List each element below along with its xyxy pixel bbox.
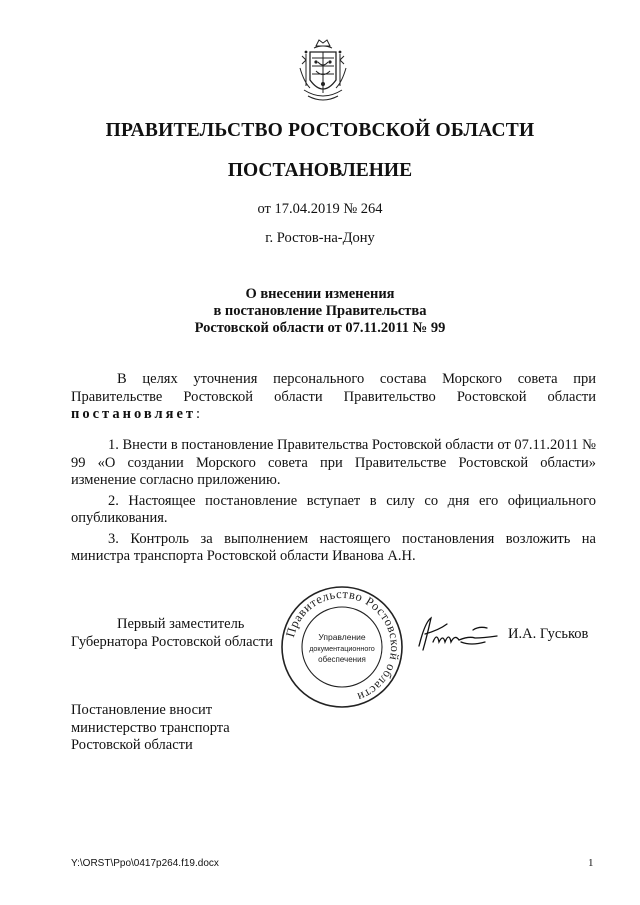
submitted-by-block — [71, 702, 230, 755]
resolution-item: 3. Контроль за выполнением настоящего постановления возложить на министра транспорта Ростовской области Иванова А.Н. — [71, 530, 596, 564]
subject-line: в постановление Правительства — [213, 303, 427, 319]
resolves-colon: : — [196, 406, 201, 422]
resolution-items — [71, 437, 596, 569]
signatory-title — [71, 616, 291, 651]
official-stamp — [279, 584, 405, 710]
submitted-by-line: Ростовской области — [71, 737, 193, 753]
signatory-name: И.А. Гуськов — [508, 626, 589, 642]
resolution-item: 1. Внести в постановление Правительства Ростовской области от 07.11.2011 № 99 «О создании Морского совета при Правительстве Ростовской области» изменение согласно приложению. — [71, 437, 596, 488]
preamble-paragraph — [71, 371, 596, 424]
submitted-by-line: министерство транспорта — [71, 719, 230, 736]
document-subject — [0, 286, 640, 337]
stamp-center-line: документационного — [309, 644, 375, 653]
footer-file-path: Y:\ORST\Ppo\0417p264.f19.docx — [71, 858, 219, 869]
coat-of-arms-icon — [296, 38, 350, 108]
signatory-title-line: Губернатора Ростовской области — [71, 633, 274, 650]
document-type-heading: ПОСТАНОВЛЕНИЕ — [227, 160, 413, 181]
stamp-center-line: обеспечения — [318, 655, 366, 664]
organization-title: ПРАВИТЕЛЬСТВО РОСТОВСКОЙ ОБЛАСТИ — [105, 120, 535, 141]
page-number: 1 — [588, 857, 594, 869]
signatory-title-line: Первый заместитель — [117, 616, 245, 632]
stamp-center-line: Управление — [318, 632, 366, 642]
subject-line: Ростовской области от 07.11.2011 № 99 — [194, 320, 446, 336]
stamp-ring-text: Правительство Ростовской области — [283, 586, 403, 705]
resolution-item: 2. Настоящее постановление вступает в силу со дня его официального опубликования. — [71, 492, 596, 526]
preamble-text: В целях уточнения персонального состава Морского совета при Правительстве Ростовской области Правительство Ростовской области — [71, 371, 596, 405]
handwritten-signature — [413, 612, 503, 656]
submitted-by-line: Постановление вносит — [71, 702, 213, 718]
resolves-word: постановляет — [71, 406, 197, 422]
subject-line: О внесении изменения — [245, 286, 395, 302]
date-and-number: от 17.04.2019 № 264 — [257, 201, 383, 217]
city-line: г. Ростов-на-Дону — [265, 230, 375, 246]
